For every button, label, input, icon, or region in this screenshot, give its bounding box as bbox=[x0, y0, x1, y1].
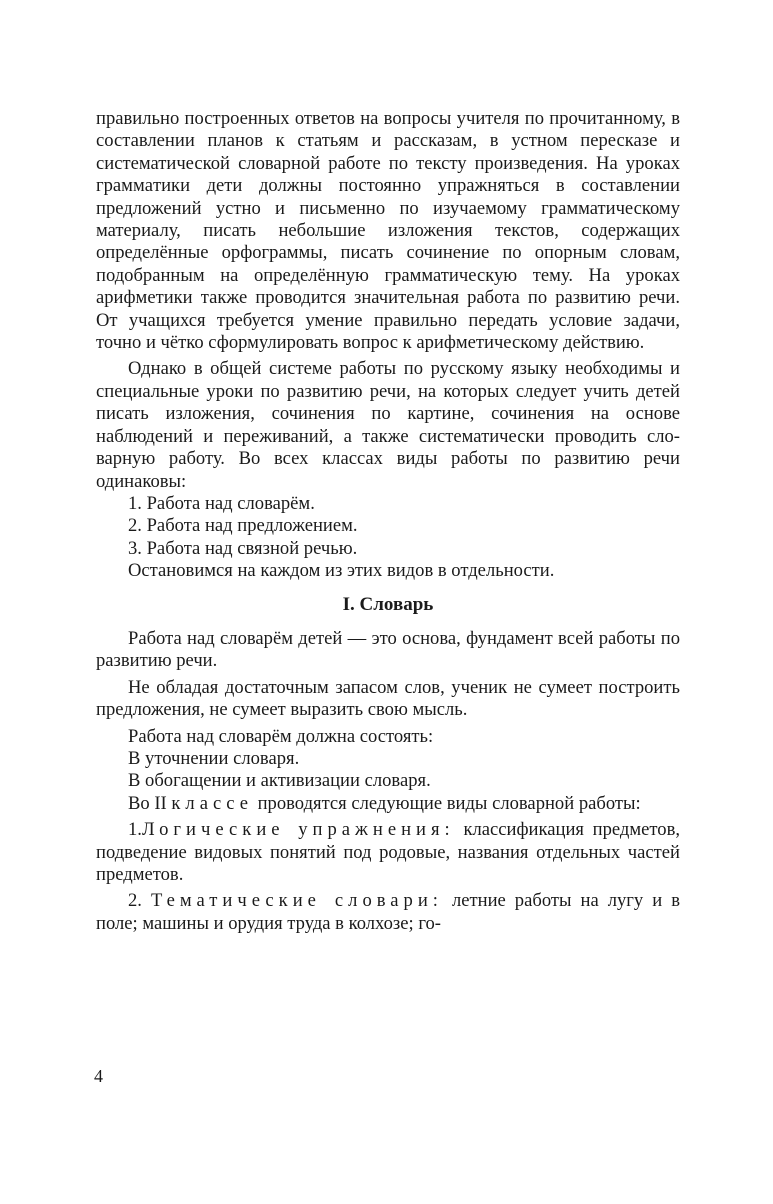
paragraph: Остановимся на каждом из этих видов в отдельности. bbox=[128, 560, 555, 582]
paragraph-lead: Во II bbox=[128, 792, 167, 814]
paragraph: Однако в общей системе работы по русскому языку необходимы и специальные уроки по развитию речи, на которых следует учить детей писать изложения, сочинения по картине, сочинения на основе наблюдений и переживаний, а также систематически проводить словарную работу. Во всех классах виды работы по развитию речи одинаковы: bbox=[96, 358, 680, 492]
paragraph: Не обладая достаточным запасом слов, ученик не сумеет построить предложения, не сумеет выразить свою мысль. bbox=[96, 676, 680, 721]
paragraph-lead: 1. bbox=[128, 819, 142, 841]
list-item: 3. Работа над связной речью. bbox=[128, 537, 358, 559]
list-item: 2. Работа над предложением. bbox=[128, 515, 358, 537]
paragraph-rest: летние работы на лугу и в поле; машины и орудия труда в колхозе; го- bbox=[96, 890, 680, 934]
spaced-emphasis: Тематические словари: bbox=[150, 890, 443, 912]
paragraph: В уточнении словаря. bbox=[128, 747, 300, 769]
paragraph-lead: 2. bbox=[128, 890, 142, 912]
body-text bbox=[96, 108, 680, 935]
paragraph bbox=[96, 793, 680, 815]
spaced-emphasis: классе bbox=[171, 792, 253, 814]
paragraph: В обогащении и активизации словаря. bbox=[128, 770, 431, 792]
paragraph-rest: проводятся следующие виды словарной работы: bbox=[257, 792, 641, 814]
section-heading: I. Словарь bbox=[342, 593, 434, 615]
spaced-emphasis: Логические упражнения: bbox=[141, 819, 455, 841]
paragraph bbox=[96, 890, 680, 935]
paragraph: правильно построенных ответов на вопросы учителя по прочитанному, в составлении планов к статьям и рассказам, в устном пересказе и систематической словарной работе по тексту произведения. На уроках граммaтики дети должны постоянно упражняться в составлении предложений устно и письменно по изучаемому грамматическому материалу, писать небольшие изложения текстов, содержащих определённые орфограммы, писать сочинение по опорным словам, подобранным на определённую грамматическую тему. На уроках арифметики также проводится значительная работа по развитию речи. От учащихся требуется умение правильно передать условие задачи, точно и чётко сформулировать вопрос к арифметическому действию. bbox=[96, 108, 680, 354]
numbered-list bbox=[96, 493, 680, 560]
paragraph bbox=[96, 819, 680, 886]
list-item: 1. Работа над словарём. bbox=[128, 492, 315, 514]
page-number: 4 bbox=[94, 1066, 103, 1086]
paragraph: Работа над словарём детей — это основа, фундамент всей работы по развитию речи. bbox=[96, 627, 680, 672]
paragraph: Работа над словарём должна состоять: bbox=[128, 725, 434, 747]
paragraph-rest: классификация предметов, подведение видовых понятий под родовые, названия отдельных частей предметов. bbox=[96, 819, 681, 885]
